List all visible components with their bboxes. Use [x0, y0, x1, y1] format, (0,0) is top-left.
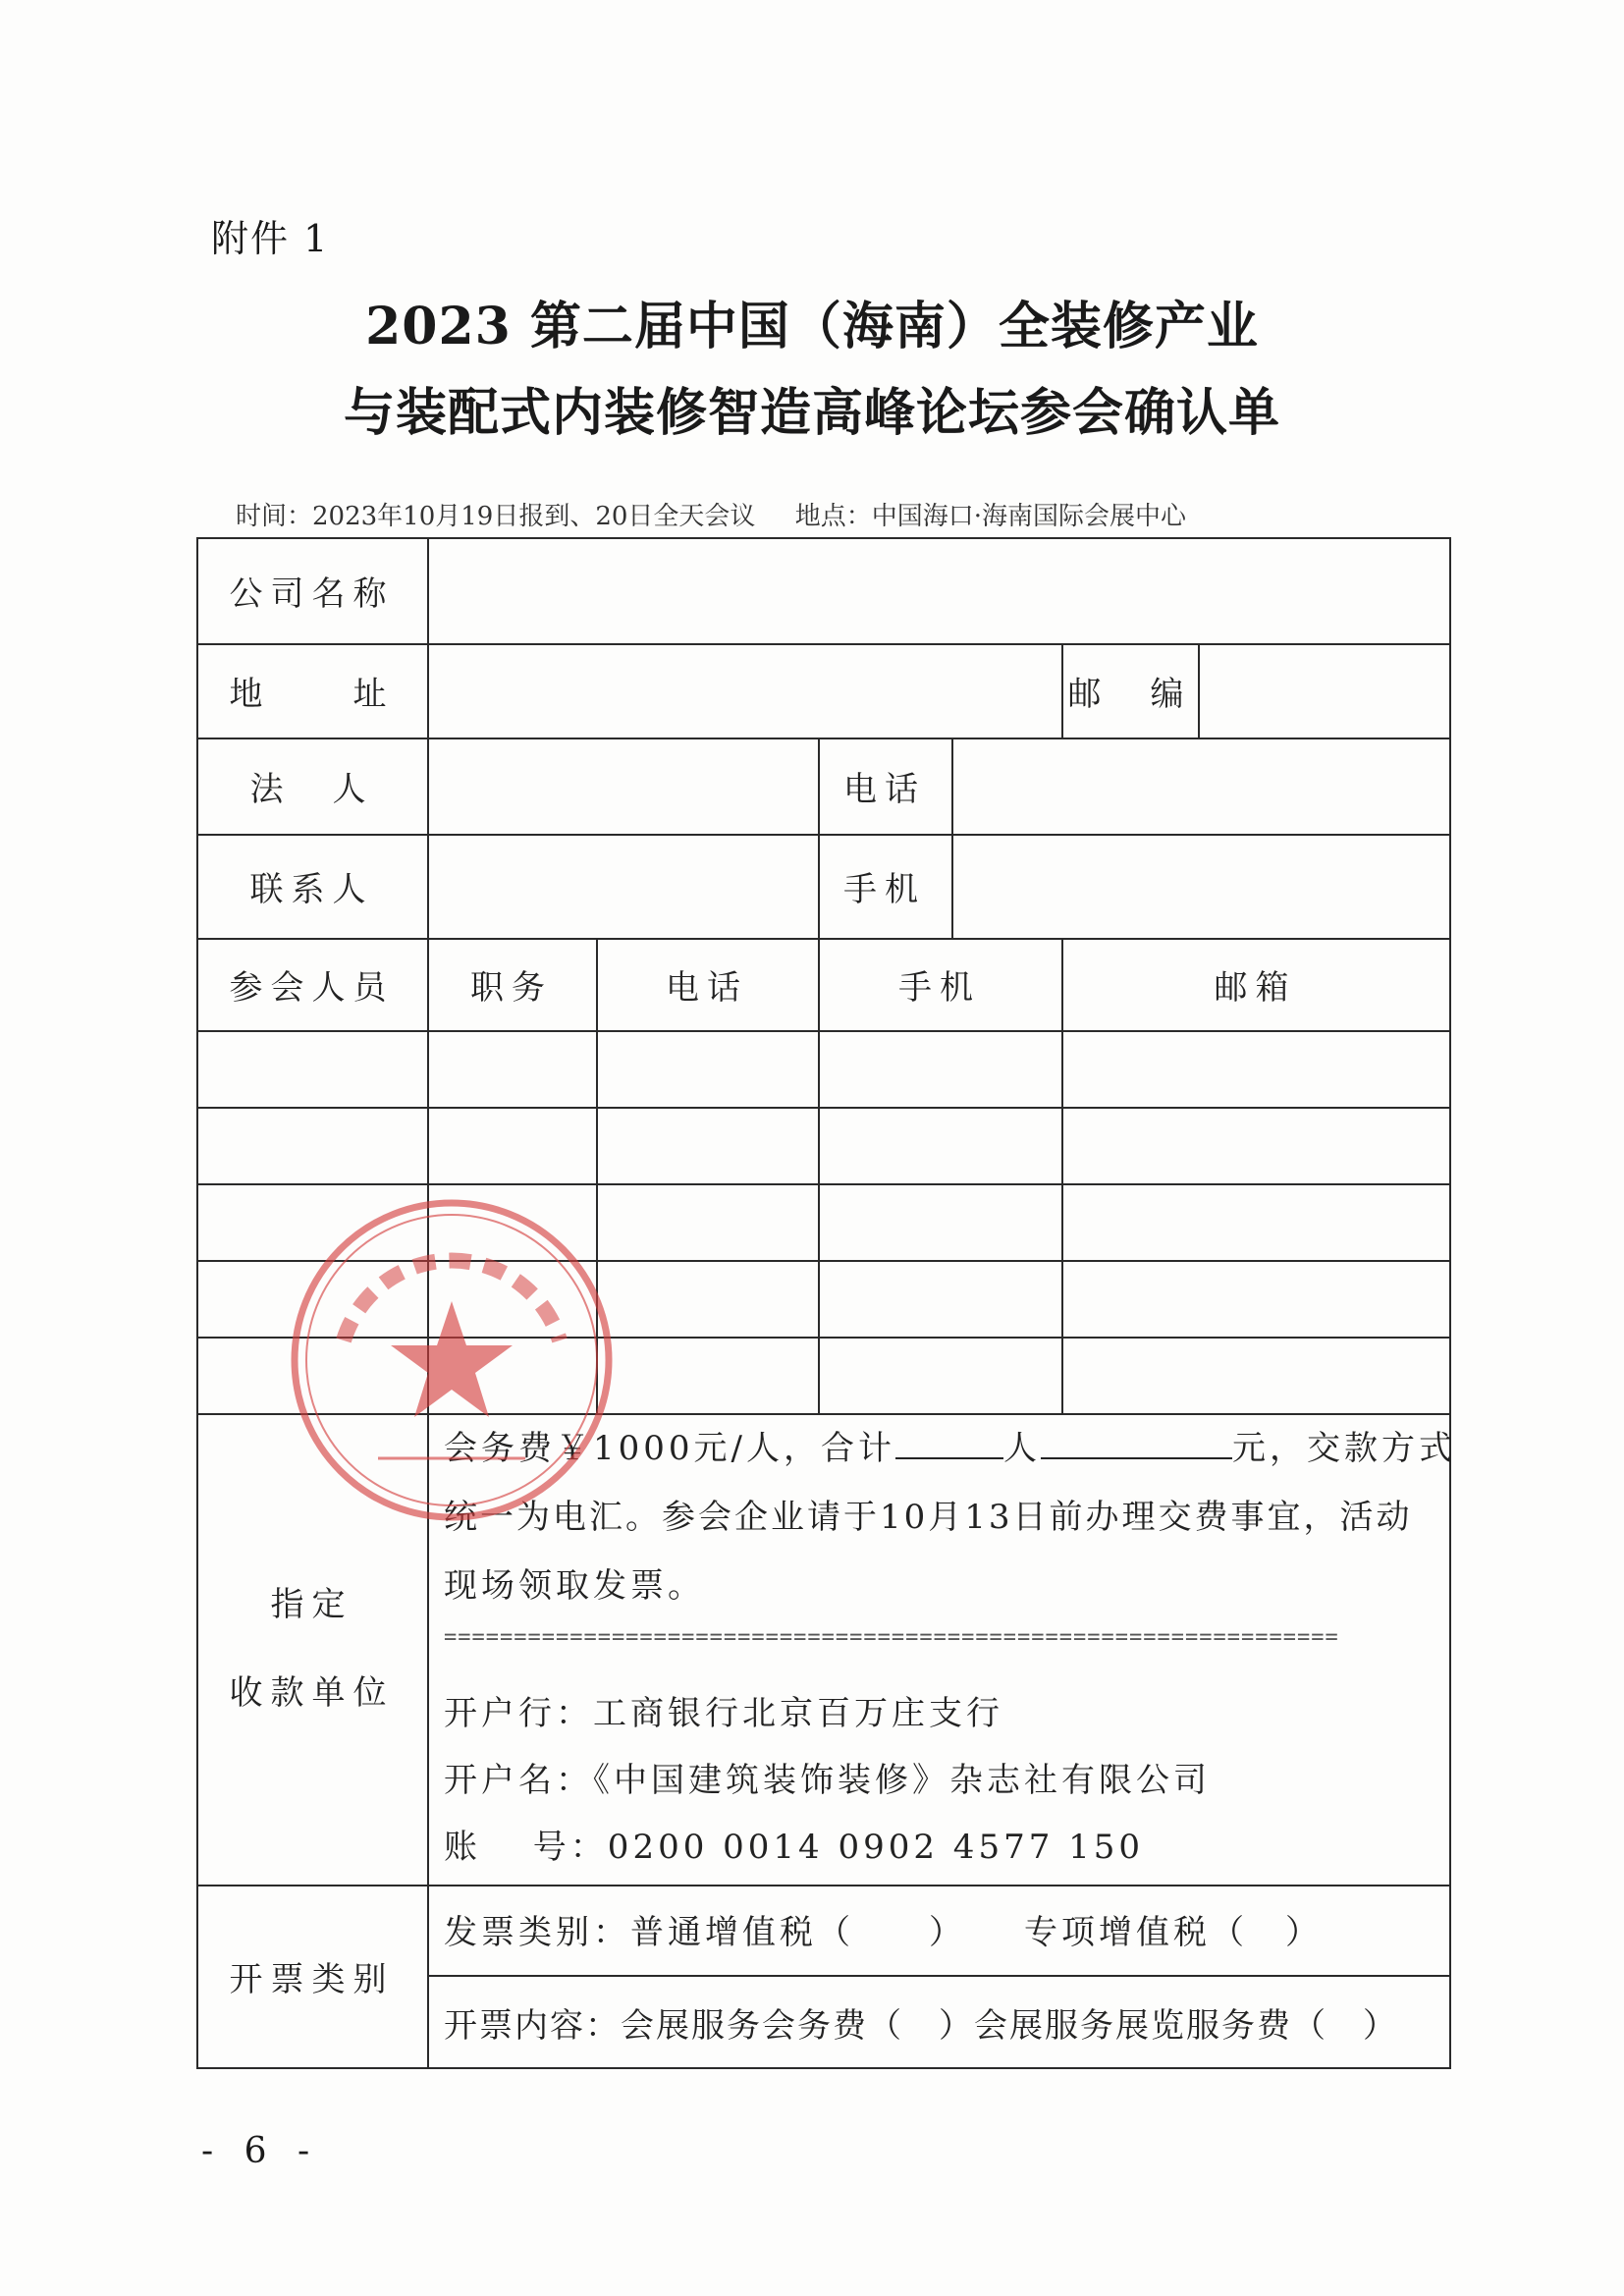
postcode-field[interactable]: [1200, 643, 1449, 738]
fee-text-1: 会务费￥1000元/人，合计: [444, 1429, 895, 1468]
contact-person-label: 联系人: [249, 869, 374, 909]
invoice-content[interactable]: 开票内容：会展服务会务费（ ）会展服务展览服务费（ ）: [444, 2006, 1398, 2046]
registration-table: [196, 537, 1456, 2069]
attendee-email-header: 邮箱: [1214, 967, 1297, 1008]
attendee-name-header: 参会人员: [229, 967, 395, 1008]
bank-name: 开户行：工商银行北京百万庄支行: [444, 1694, 1003, 1733]
account-name: 开户名：《中国建筑装饰装修》杂志社有限公司: [444, 1761, 1211, 1800]
company-name-field[interactable]: [429, 537, 1449, 643]
payment-label-line-1: 指定: [270, 1585, 353, 1624]
total-amount-blank[interactable]: [1041, 1428, 1232, 1459]
attendee-row[interactable]: [198, 1184, 1449, 1260]
separator-line: ================================================================: [444, 1625, 1339, 1650]
legal-person-field[interactable]: [429, 738, 818, 834]
fee-text-3: 元，交款方式: [1231, 1429, 1456, 1468]
address-field[interactable]: [429, 643, 1061, 738]
invoice-type[interactable]: 发票类别：普通增值税（ ） 专项增值税（ ）: [444, 1913, 1323, 1952]
attendee-count-blank[interactable]: [895, 1428, 1003, 1459]
postcode-label: 邮 编: [1067, 674, 1192, 714]
account-number: 账 号：0200 0014 0902 4577 150: [444, 1828, 1145, 1867]
legal-person-label: 法 人: [249, 769, 374, 809]
page-number: - 6 -: [201, 2131, 320, 2171]
attendee-row[interactable]: [198, 1261, 1449, 1337]
attendee-row[interactable]: [198, 1031, 1449, 1107]
form-title-line-2: 与装配式内装修智造高峰论坛参会确认单: [343, 383, 1280, 443]
event-meta: [236, 496, 1218, 532]
form-title-line-1: 2023 第二届中国（海南）全装修产业: [365, 297, 1259, 356]
attendee-row[interactable]: [198, 1338, 1449, 1413]
contact-person-field[interactable]: [429, 834, 818, 938]
fee-text-2: 人: [1002, 1429, 1041, 1468]
event-location: 地点：中国海口·海南国际会展中心: [794, 502, 1186, 531]
fee-line-3: 现场领取发票。: [444, 1566, 705, 1606]
company-name-label: 公司名称: [229, 574, 395, 614]
event-time: 时间：2023年10月19日报到、20日全天会议: [236, 502, 756, 531]
mobile-label: 手机: [843, 869, 926, 909]
attendee-row[interactable]: [198, 1108, 1449, 1183]
attendee-title-header: 职务: [470, 967, 553, 1008]
attendee-mobile-header: 手机: [898, 967, 981, 1008]
payment-label-line-2: 收款单位: [229, 1673, 395, 1713]
payment-label: [196, 1413, 427, 1885]
invoice-label: 开票类别: [229, 1959, 395, 1999]
mobile-field[interactable]: [953, 834, 1449, 938]
attendee-phone-header: 电话: [666, 967, 748, 1008]
fee-line-2: 统一为电汇。参会企业请于10月13日前办理交费事宜，活动: [444, 1498, 1413, 1537]
attachment-label: 附件 1: [211, 217, 330, 260]
phone-label: 电话: [843, 769, 926, 809]
fee-line-1: [444, 1421, 1456, 1469]
address-label: 地 址: [229, 674, 395, 714]
phone-field[interactable]: [953, 738, 1449, 834]
